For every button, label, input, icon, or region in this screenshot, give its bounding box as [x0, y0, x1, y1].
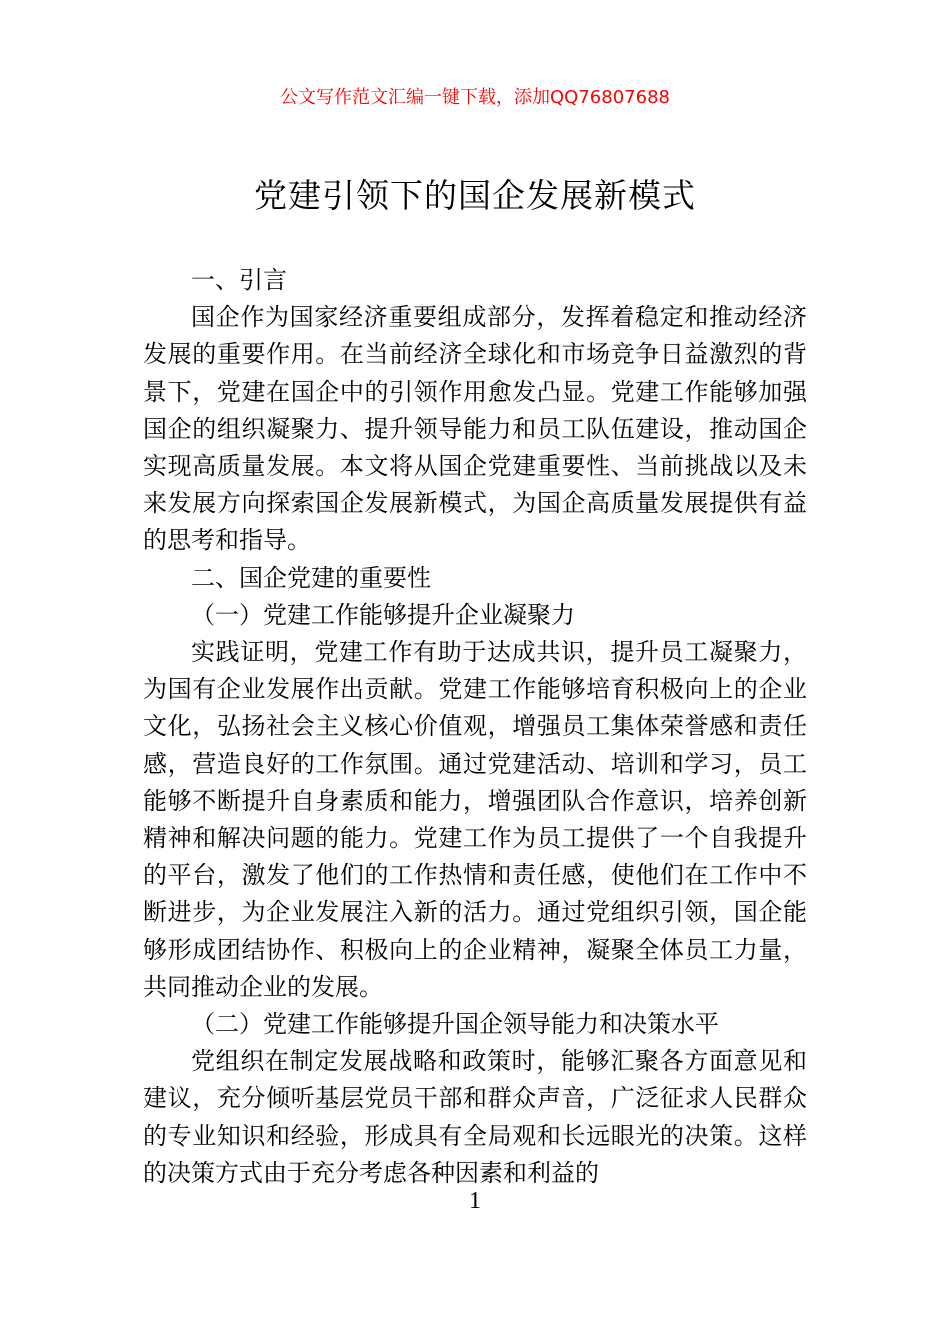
section-heading-intro: 一、引言	[191, 266, 287, 294]
subsection-heading-leadership: （二）党建工作能够提升国企领导能力和决策水平	[191, 1010, 719, 1039]
paragraph-leadership: 党组织在制定发展战略和政策时，能够汇聚各方面意见和建议，充分倾听基层党员干部和群众声音，广泛征求人民群众的专业知识和经验，形成具有全局观和长远眼光的决策。这样的决策方式由于充分考虑各种因素和利益的	[143, 1047, 807, 1187]
document-title: 党建引领下的国企发展新模式	[254, 176, 696, 215]
paragraph-cohesion: 实践证明，党建工作有助于达成共识，提升员工凝聚力，为国有企业发展作出贡献。党建工作能够培育积极向上的企业文化，弘扬社会主义核心价值观，增强员工集体荣誉感和责任感，营造良好的工作氛围。通过党建活动、培训和学习，员工能够不断提升自身素质和能力，增强团队合作意识，培养创新精神和解决问题的能力。党建工作为员工提供了一个自我提升的平台，激发了他们的工作热情和责任感，使他们在工作中不断进步，为企业发展注入新的活力。通过党组织引领，国企能够形成团结协作、积极向上的企业精神，凝聚全体员工力量，共同推动企业的发展。	[143, 638, 807, 1001]
document-body	[143, 262, 807, 1192]
page-number: 1	[469, 1188, 481, 1214]
section-heading-importance: 二、国企党建的重要性	[191, 563, 431, 592]
subsection-heading-cohesion: （一）党建工作能够提升企业凝聚力	[191, 600, 575, 629]
paragraph-intro: 国企作为国家经济重要组成部分，发挥着稳定和推动经济发展的重要作用。在当前经济全球化和市场竞争日益激烈的背景下，党建在国企中的引领作用愈发凸显。党建工作能够加强国企的组织凝聚力、提升领导能力和员工队伍建设，推动国企实现高质量发展。本文将从国企党建重要性、当前挑战以及未来发展方向探索国企发展新模式，为国企高质量发展提供有益的思考和指导。	[143, 303, 807, 555]
header-ad-text: 公文写作范文汇编一键下载，添加QQ76807688	[280, 87, 670, 108]
